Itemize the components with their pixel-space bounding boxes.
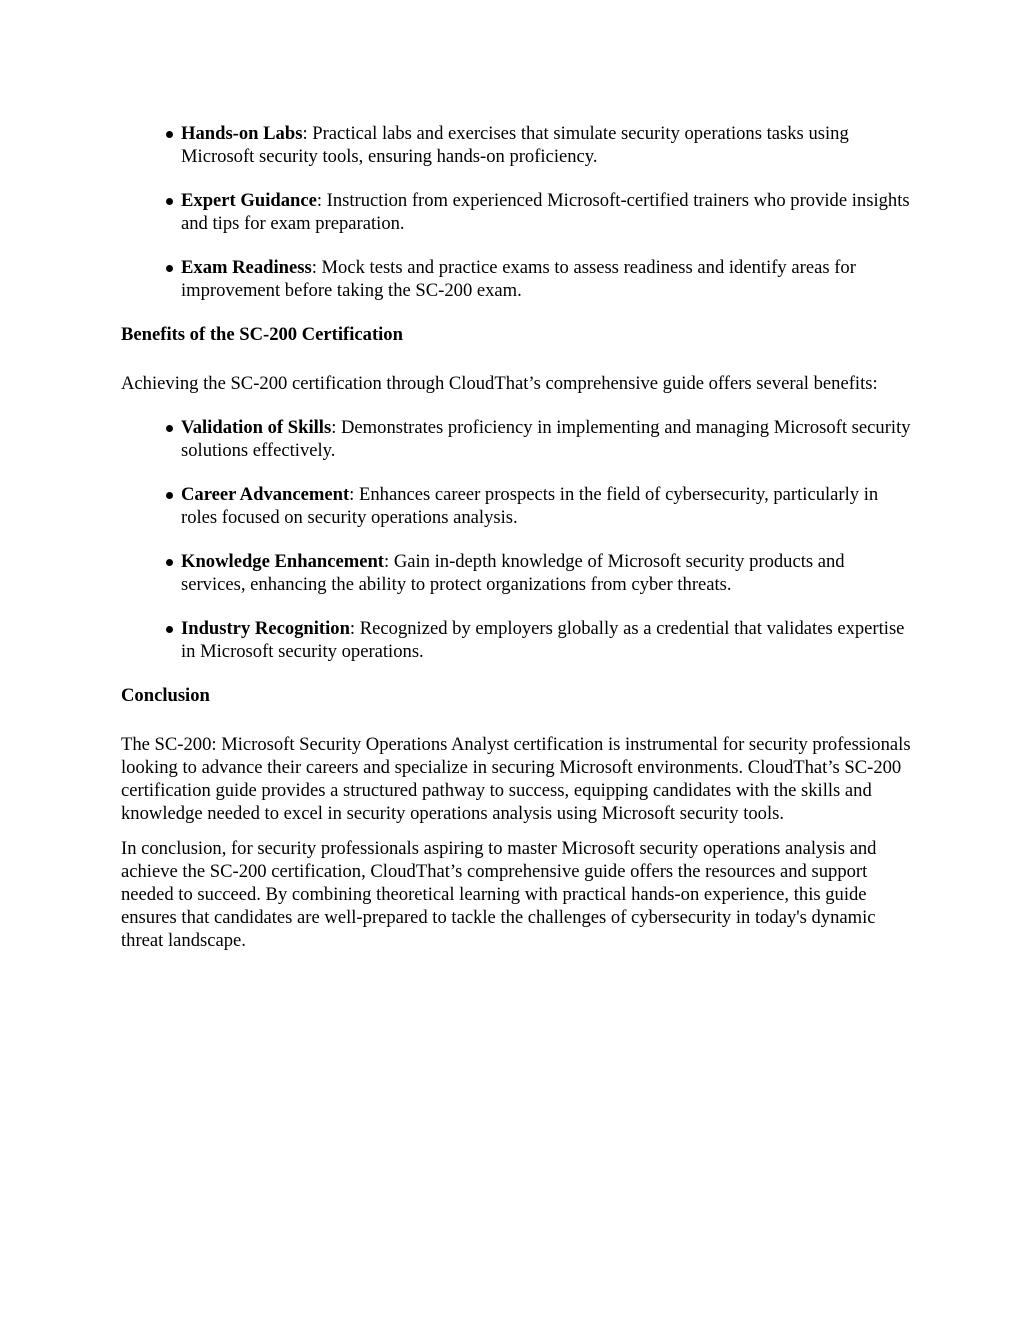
bullet-icon xyxy=(166,626,173,633)
list-item xyxy=(181,416,911,462)
document-page xyxy=(121,122,911,964)
bullet-icon xyxy=(166,198,173,205)
bullet-icon xyxy=(166,492,173,499)
bullet-icon xyxy=(166,131,173,138)
list-item-text: : Recognized by employers globally as a credential that validates expertise in Microsoft security operations. xyxy=(181,618,905,662)
benefits-heading: Benefits of the SC-200 Certification xyxy=(121,324,403,345)
bullet-icon xyxy=(166,265,173,272)
list-item-term: Hands-on Labs xyxy=(181,123,303,144)
list-item-term: Validation of Skills xyxy=(181,417,332,438)
list-item-term: Career Advancement xyxy=(181,484,350,505)
list-item xyxy=(181,256,911,302)
benefits-list xyxy=(121,416,911,663)
list-item-term: Knowledge Enhancement xyxy=(181,551,384,572)
list-item-term: Exam Readiness xyxy=(181,257,312,278)
list-item xyxy=(181,483,911,529)
conclusion-heading: Conclusion xyxy=(121,685,210,706)
list-item xyxy=(181,122,911,168)
list-item-text: : Practical labs and exercises that simulate security operations tasks using Microsoft security tools, ensuring hands-on proficiency. xyxy=(181,123,849,167)
bullet-icon xyxy=(166,559,173,566)
conclusion-paragraph: In conclusion, for security professionals aspiring to master Microsoft security operations analysis and achieve the SC-200 certification, CloudThat’s comprehensive guide offers the resources and support needed to succeed. By combining theoretical learning with practical hands-on experience, this guide ensures that candidates are well-prepared to tackle the challenges of cybersecurity in today's dynamic threat landscape. xyxy=(121,838,877,951)
list-item-text: : Enhances career prospects in the field of cybersecurity, particularly in roles focused on security operations analysis. xyxy=(181,484,879,528)
list-item-text: : Mock tests and practice exams to assess readiness and identify areas for improvement before taking the SC-200 exam. xyxy=(181,257,856,301)
list-item-term: Expert Guidance xyxy=(181,190,317,211)
bullet-icon xyxy=(166,425,173,432)
list-item-text: : Demonstrates proficiency in implementing and managing Microsoft security solutions effectively. xyxy=(181,417,911,461)
list-item-text: : Gain in-depth knowledge of Microsoft security products and services, enhancing the ability to protect organizations from cyber threats. xyxy=(181,551,845,595)
list-item xyxy=(181,550,911,596)
course-features-list xyxy=(121,122,911,302)
list-item xyxy=(181,617,911,663)
list-item-text: : Instruction from experienced Microsoft-certified trainers who provide insights and tips for exam preparation. xyxy=(181,190,910,234)
list-item-term: Industry Recognition xyxy=(181,618,350,639)
conclusion-paragraph: The SC-200: Microsoft Security Operations Analyst certification is instrumental for security professionals looking to advance their careers and specialize in securing Microsoft environments. CloudThat’s SC-200 certification guide provides a structured pathway to success, equipping candidates with the skills and knowledge needed to excel in security operations analysis using Microsoft security tools. xyxy=(121,734,911,824)
list-item xyxy=(181,189,911,235)
benefits-intro: Achieving the SC-200 certification through CloudThat’s comprehensive guide offers several benefits: xyxy=(121,373,878,394)
